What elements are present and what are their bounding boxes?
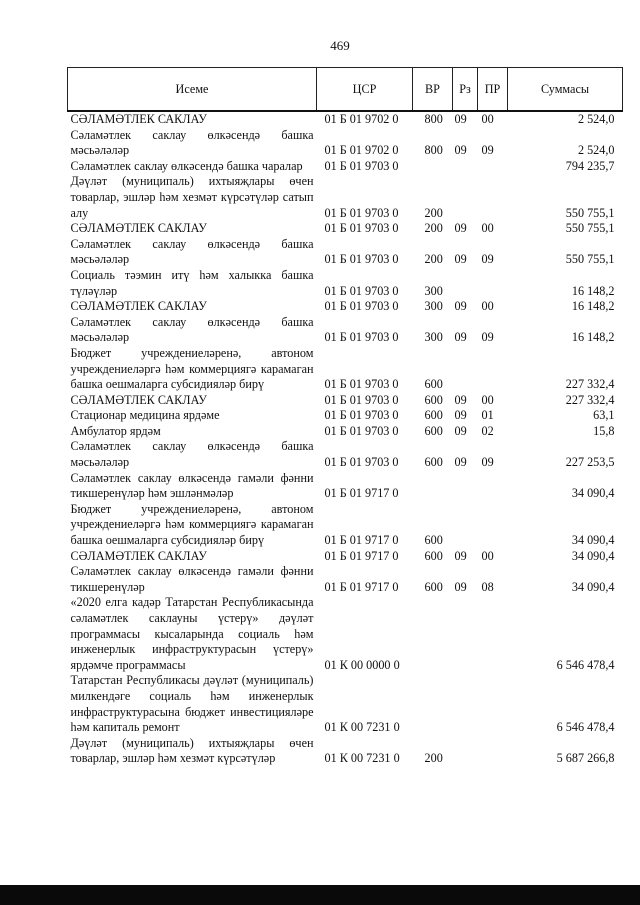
table-row — [68, 174, 623, 221]
cell-name: СӘЛАМӘТЛЕК САКЛАУ — [70, 221, 207, 236]
cell-csr: 01 К 00 0000 0 — [324, 657, 400, 672]
header-vr: ВР — [413, 68, 453, 112]
cell-sum: 794 235,7 — [565, 158, 615, 173]
cell-sum: 550 755,1 — [565, 252, 615, 267]
cell-name: Бюджет учреждениеләренә, автоном учреждениеләргә һәм коммерциягә карамаган башка оешмаларга субсидияләр бирү — [70, 501, 314, 548]
cell-rz — [453, 268, 478, 299]
cell-name: Сәламәтлек саклау өлкәсендә башка мәсьәләләр — [70, 439, 314, 470]
cell-csr: 01 Б 01 9717 0 — [324, 579, 399, 594]
header-pr: ПР — [478, 68, 508, 112]
cell-rz — [453, 159, 478, 175]
cell-name: Стационар медицина ярдәме — [70, 408, 220, 423]
cell-name: Татарстан Республикасы дәүләт (муниципаль) милкендәге социаль һәм инженерлык инфраструктурасына бюджет инвестицияләре һәм капиталь ремонт — [70, 673, 314, 735]
cell-vr: 600 — [424, 423, 443, 438]
cell-sum: 16 148,2 — [571, 299, 615, 314]
cell-sum: 227 332,4 — [565, 392, 615, 407]
cell-rz: 09 — [454, 252, 467, 267]
table-row — [68, 549, 623, 565]
header-sum: Суммасы — [508, 68, 623, 112]
cell-sum: 227 253,5 — [565, 455, 615, 470]
cell-pr: 09 — [481, 455, 494, 470]
cell-vr: 800 — [424, 112, 443, 126]
cell-rz — [453, 346, 478, 393]
cell-name: Бюджет учреждениеләренә, автоном учреждениеләргә һәм коммерциягә карамаган башка оешмаларга субсидияләр бирү — [70, 345, 314, 392]
cell-csr: 01 Б 01 9703 0 — [324, 299, 399, 314]
cell-rz: 09 — [454, 221, 467, 236]
cell-vr: 200 — [424, 221, 443, 236]
cell-csr: 01 Б 01 9717 0 — [324, 548, 399, 563]
cell-vr — [413, 595, 453, 673]
table-row — [68, 299, 623, 315]
cell-rz: 09 — [454, 408, 467, 423]
cell-vr: 300 — [424, 283, 443, 298]
table-row — [68, 564, 623, 595]
cell-pr — [478, 268, 508, 299]
cell-vr: 600 — [424, 533, 443, 548]
cell-pr — [478, 159, 508, 175]
cell-pr: 00 — [481, 299, 494, 314]
cell-vr: 300 — [424, 330, 443, 345]
table-row — [68, 111, 623, 128]
header-rz: Рз — [453, 68, 478, 112]
cell-vr: 200 — [424, 205, 443, 220]
cell-name: Сәламәтлек саклау өлкәсендә башка мәсьәләләр — [70, 236, 314, 267]
cell-csr: 01 Б 01 9703 0 — [324, 377, 399, 392]
scan-bottom-edge — [0, 885, 640, 905]
cell-name: Дәүләт (муниципаль) ихтыяҗлары өчен товарлар, эшләр һәм хезмәт күрсәтүләр сатып алу — [70, 174, 314, 220]
cell-vr: 600 — [424, 408, 443, 423]
cell-sum: 227 332,4 — [565, 377, 615, 392]
cell-sum: 16 148,2 — [571, 283, 615, 298]
cell-sum: 2 524,0 — [577, 112, 615, 126]
cell-name: Сәламәтлек саклау өлкәсендә башка мәсьәләләр — [70, 314, 314, 345]
cell-pr — [478, 502, 508, 549]
cell-vr: 600 — [424, 579, 443, 594]
cell-vr: 300 — [424, 299, 443, 314]
cell-name: «2020 елга кадәр Татарстан Республикасында сәламәтлек саклауны үстерү» дәүләт программасы кысаларында социаль һәм инженерлык инфраструктурасын үстерү» ярдәмче программасы — [70, 595, 314, 672]
cell-csr: 01 Б 01 9702 0 — [324, 143, 399, 158]
cell-rz — [453, 502, 478, 549]
cell-name: Дәүләт (муниципаль) ихтыяҗлары өчен товарлар, эшләр һәм хезмәт күрсәтүләр — [70, 735, 314, 766]
cell-name: Сәламәтлек саклау өлкәсендә башка мәсьәләләр — [70, 127, 314, 158]
cell-csr: 01 Б 01 9703 0 — [324, 221, 399, 236]
cell-rz: 09 — [454, 112, 467, 126]
cell-name: СӘЛАМӘТЛЕК САКЛАУ — [70, 392, 207, 407]
cell-csr: 01 Б 01 9703 0 — [324, 252, 399, 267]
cell-rz — [453, 736, 478, 767]
cell-vr — [413, 159, 453, 175]
cell-vr: 600 — [424, 392, 443, 407]
cell-pr — [478, 471, 508, 502]
table-header — [68, 68, 623, 112]
cell-csr: 01 К 00 7231 0 — [324, 751, 400, 766]
header-csr: ЦСР — [317, 68, 413, 112]
cell-sum: 63,1 — [593, 408, 615, 423]
table-row — [68, 346, 623, 393]
cell-pr: 09 — [481, 143, 494, 158]
cell-pr: 00 — [481, 221, 494, 236]
cell-pr: 02 — [481, 423, 494, 438]
header-name: Исеме — [68, 68, 317, 112]
cell-pr — [478, 736, 508, 767]
cell-csr: 01 Б 01 9703 0 — [324, 455, 399, 470]
cell-sum: 5 687 266,8 — [556, 751, 615, 766]
cell-vr: 600 — [424, 455, 443, 470]
cell-sum: 15,8 — [593, 423, 615, 438]
cell-name: Амбулатор ярдәм — [70, 423, 161, 438]
cell-rz: 09 — [454, 392, 467, 407]
table-row — [68, 237, 623, 268]
table-row — [68, 159, 623, 175]
table-row — [68, 393, 623, 409]
cell-pr: 09 — [481, 330, 494, 345]
cell-rz: 09 — [454, 330, 467, 345]
cell-pr — [478, 346, 508, 393]
cell-name: Социаль тәэмин итү һәм халыкка башка түләүләр — [70, 267, 314, 298]
cell-vr: 600 — [424, 377, 443, 392]
cell-vr — [413, 471, 453, 502]
cell-csr: 01 Б 01 9703 0 — [324, 205, 399, 220]
cell-sum: 34 090,4 — [571, 548, 615, 563]
cell-name: СӘЛАМӘТЛЕК САКЛАУ — [70, 548, 207, 563]
cell-pr — [478, 174, 508, 221]
cell-pr — [478, 673, 508, 735]
cell-rz: 09 — [454, 579, 467, 594]
cell-name: Сәламәтлек саклау өлкәсендә гамәли фәнни тикшеренүләр һәм эшләнмәләр — [70, 470, 314, 501]
cell-sum: 2 524,0 — [577, 143, 615, 158]
cell-csr: 01 К 00 7231 0 — [324, 720, 400, 735]
cell-pr: 00 — [481, 392, 494, 407]
table-row — [68, 502, 623, 549]
cell-rz — [453, 174, 478, 221]
cell-sum: 34 090,4 — [571, 533, 615, 548]
cell-name: Сәламәтлек саклау өлкәсендә башка чаралар — [70, 158, 303, 173]
table-row — [68, 268, 623, 299]
table-row — [68, 424, 623, 440]
cell-rz: 09 — [454, 299, 467, 314]
cell-sum: 16 148,2 — [571, 330, 615, 345]
cell-sum: 6 546 478,4 — [556, 720, 615, 735]
cell-sum: 34 090,4 — [571, 486, 615, 501]
cell-pr — [478, 595, 508, 673]
table-row — [68, 439, 623, 470]
cell-pr: 01 — [481, 408, 494, 423]
cell-csr: 01 Б 01 9703 0 — [324, 283, 399, 298]
cell-vr: 600 — [424, 548, 443, 563]
page-number: 469 — [330, 38, 350, 53]
cell-sum: 550 755,1 — [565, 205, 615, 220]
cell-rz: 09 — [454, 143, 467, 158]
cell-sum: 34 090,4 — [571, 579, 615, 594]
budget-table — [67, 67, 623, 767]
cell-sum: 6 546 478,4 — [556, 657, 615, 672]
cell-vr: 200 — [424, 252, 443, 267]
cell-rz — [453, 595, 478, 673]
cell-rz — [453, 471, 478, 502]
cell-vr: 200 — [424, 751, 443, 766]
cell-pr: 00 — [481, 548, 494, 563]
cell-rz — [453, 673, 478, 735]
cell-csr: 01 Б 01 9703 0 — [324, 408, 399, 423]
cell-csr: 01 Б 01 9703 0 — [324, 330, 399, 345]
cell-pr: 00 — [481, 112, 494, 126]
cell-csr: 01 Б 01 9717 0 — [324, 533, 399, 548]
table-row — [68, 221, 623, 237]
table-body — [68, 111, 623, 767]
table-row — [68, 128, 623, 159]
cell-vr: 800 — [424, 143, 443, 158]
table-row — [68, 736, 623, 767]
table-row — [68, 595, 623, 673]
cell-name: Сәламәтлек саклау өлкәсендә гамәли фәнни тикшеренүләр — [70, 564, 314, 594]
cell-csr: 01 Б 01 9703 0 — [324, 392, 399, 407]
cell-pr: 08 — [481, 579, 494, 594]
cell-csr: 01 Б 01 9703 0 — [324, 423, 399, 438]
cell-pr: 09 — [481, 252, 494, 267]
table-row — [68, 408, 623, 424]
cell-rz: 09 — [454, 548, 467, 563]
cell-csr: 01 Б 01 9702 0 — [324, 112, 399, 126]
cell-rz: 09 — [454, 423, 467, 438]
table-row — [68, 673, 623, 735]
cell-sum: 550 755,1 — [565, 221, 615, 236]
cell-csr: 01 Б 01 9703 0 — [324, 158, 399, 173]
table-row — [68, 315, 623, 346]
cell-rz: 09 — [454, 455, 467, 470]
table-row — [68, 471, 623, 502]
cell-csr: 01 Б 01 9717 0 — [324, 486, 399, 501]
cell-vr — [413, 673, 453, 735]
cell-name: СӘЛАМӘТЛЕК САКЛАУ — [70, 299, 207, 314]
cell-name: СӘЛАМӘТЛЕК САКЛАУ — [70, 112, 207, 126]
